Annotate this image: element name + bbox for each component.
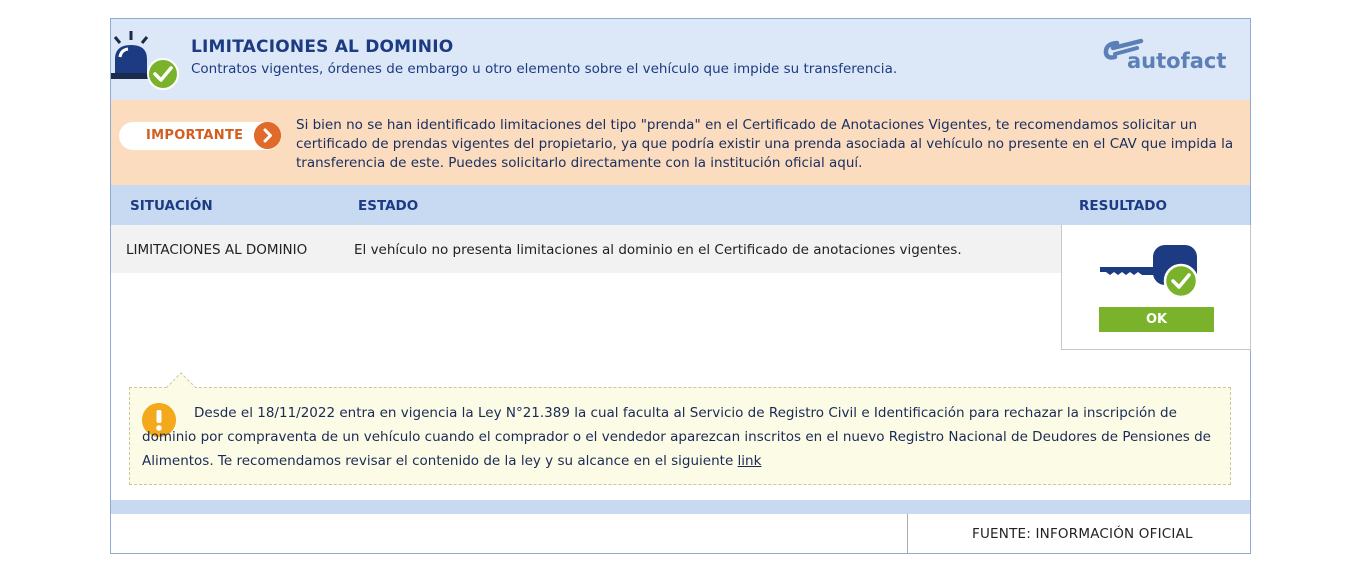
row-situacion: LIMITACIONES AL DOMINIO <box>126 242 308 258</box>
key-check-icon <box>1098 245 1198 301</box>
siren-check-icon <box>111 31 181 93</box>
page-title: LIMITACIONES AL DOMINIO <box>191 37 454 57</box>
header-estado: ESTADO <box>358 198 419 214</box>
table-row <box>111 225 1062 273</box>
important-text: Si bien no se han identificado limitaciones del tipo "prenda" en el Certificado de Anotaciones Vigentes, te recomendamos solicitar un certificado de prendas vigentes del propietario, ya que podría existir una prenda asociada al vehículo no presente en el CAV que impida la transferencia de este. Puedes solicitarlo directamente con la institución oficial aquí. <box>296 117 1234 171</box>
important-label: IMPORTANTE <box>146 128 244 143</box>
table-header <box>111 185 1250 225</box>
law-notice-text <box>142 401 1217 473</box>
limitations-card <box>110 18 1251 554</box>
source-box <box>907 514 1251 553</box>
logo-wordmark: autofact <box>1127 49 1227 73</box>
ok-status-badge: OK <box>1099 307 1214 332</box>
row-estado: El vehículo no presenta limitaciones al dominio en el Certificado de anotaciones vigentes. <box>354 242 962 258</box>
callout-notch <box>166 372 196 388</box>
footer-divider <box>111 500 1250 514</box>
result-cell <box>1061 225 1251 350</box>
header-situacion: SITUACIÓN <box>130 198 213 214</box>
law-link[interactable]: link <box>737 453 762 469</box>
source-label: FUENTE: INFORMACIÓN OFICIAL <box>972 526 1193 542</box>
important-banner <box>111 100 1250 185</box>
page-subtitle: Contratos vigentes, órdenes de embargo u otro elemento sobre el vehículo que impide su transferencia. <box>191 61 898 77</box>
law-notice-body: Desde el 18/11/2022 entra en vigencia la Ley N°21.389 la cual faculta al Servicio de Registro Civil e Identificación para rechazar la inscripción de dominio por compraventa de un vehículo cuando el comprador o el vendedor aparezcan inscritos en el nuevo Registro Nacional de Deudores de Pensiones de Alimentos. Te recomendamos revisar el contenido de la ley y su alcance en el siguiente <box>142 405 1211 469</box>
law-notice <box>129 387 1231 485</box>
card-header <box>111 19 1250 100</box>
chevron-right-icon[interactable] <box>254 122 281 149</box>
autofact-logo <box>1103 35 1228 75</box>
header-resultado: RESULTADO <box>1079 198 1167 214</box>
